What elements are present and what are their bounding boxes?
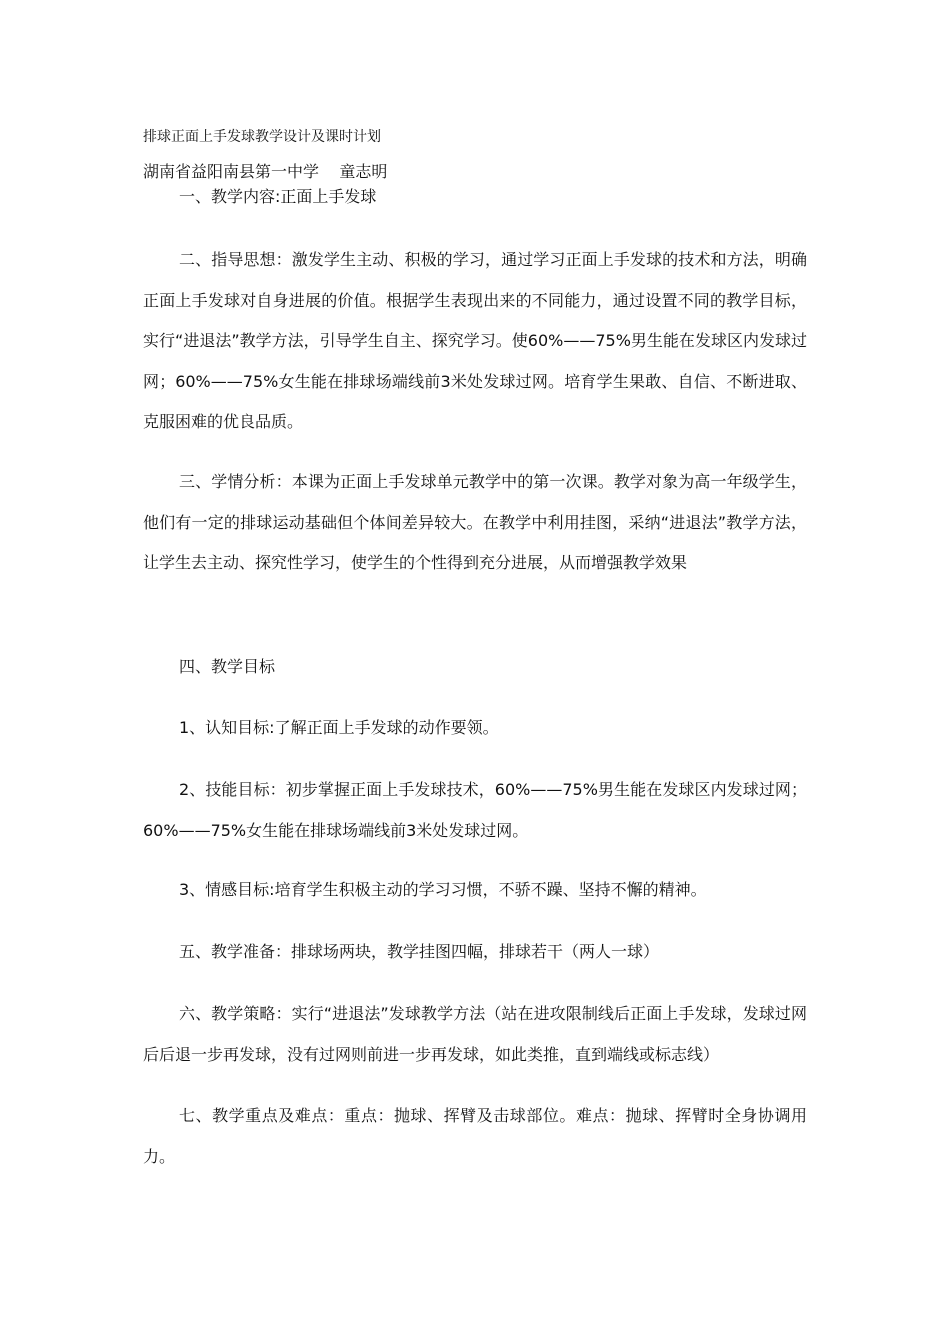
section-teaching-strategy: 六、教学策略：实行“进退法”发球教学方法（站在进攻限制线后正面上手发球，发球过网后后退一步再发球，没有过网则前进一步再发球，如此类推，直到端线或标志线） [143, 1004, 807, 1064]
section-key-points: 七、教学重点及难点：重点：抛球、挥臂及击球部位。难点：抛球、挥臂时全身协调用力。 [143, 1106, 807, 1166]
goal-emotional: 3、情感目标:培育学生积极主动的学习习惯，不骄不躁、坚持不懈的精神。 [179, 880, 707, 899]
document-author: 湖南省益阳南县第一中学 童志明 [143, 162, 388, 181]
section-teaching-preparation: 五、教学准备：排球场两块，教学挂图四幅，排球若干（两人一球） [179, 942, 660, 961]
document-title: 排球正面上手发球教学设计及课时计划 [143, 129, 381, 145]
goal-skill: 2、技能目标：初步掌握正面上手发球技术，60%——75%男生能在发球区内发球过网；60%——75%女生能在排球场端线前3米处发球过网。 [143, 780, 807, 840]
section-guiding-ideology: 二、指导思想：激发学生主动、积极的学习，通过学习正面上手发球的技术和方法，明确正面上手发球对自身进展的价值。根据学生表现出来的不同能力，通过设置不同的教学目标，实行“进退法”教学方法，引导学生自主、探究学习。使60%——75%男生能在发球区内发球过网；60%——75%女生能在排球场端线前3米处发球过网。培育学生果敢、自信、不断进取、克服困难的优良品质。 [143, 250, 807, 431]
section-teaching-goals-heading: 四、教学目标 [179, 657, 276, 676]
goal-cognitive: 1、认知目标:了解正面上手发球的动作要领。 [179, 718, 499, 737]
section-teaching-content: 一、教学内容:正面上手发球 [179, 187, 377, 206]
section-student-analysis: 三、学情分析：本课为正面上手发球单元教学中的第一次课。教学对象为高一年级学生，他们有一定的排球运动基础但个体间差异较大。在教学中利用挂图，采纳“进退法”教学方法，让学生去主动、探究性学习，使学生的个性得到充分进展，从而增强教学效果 [143, 472, 807, 572]
